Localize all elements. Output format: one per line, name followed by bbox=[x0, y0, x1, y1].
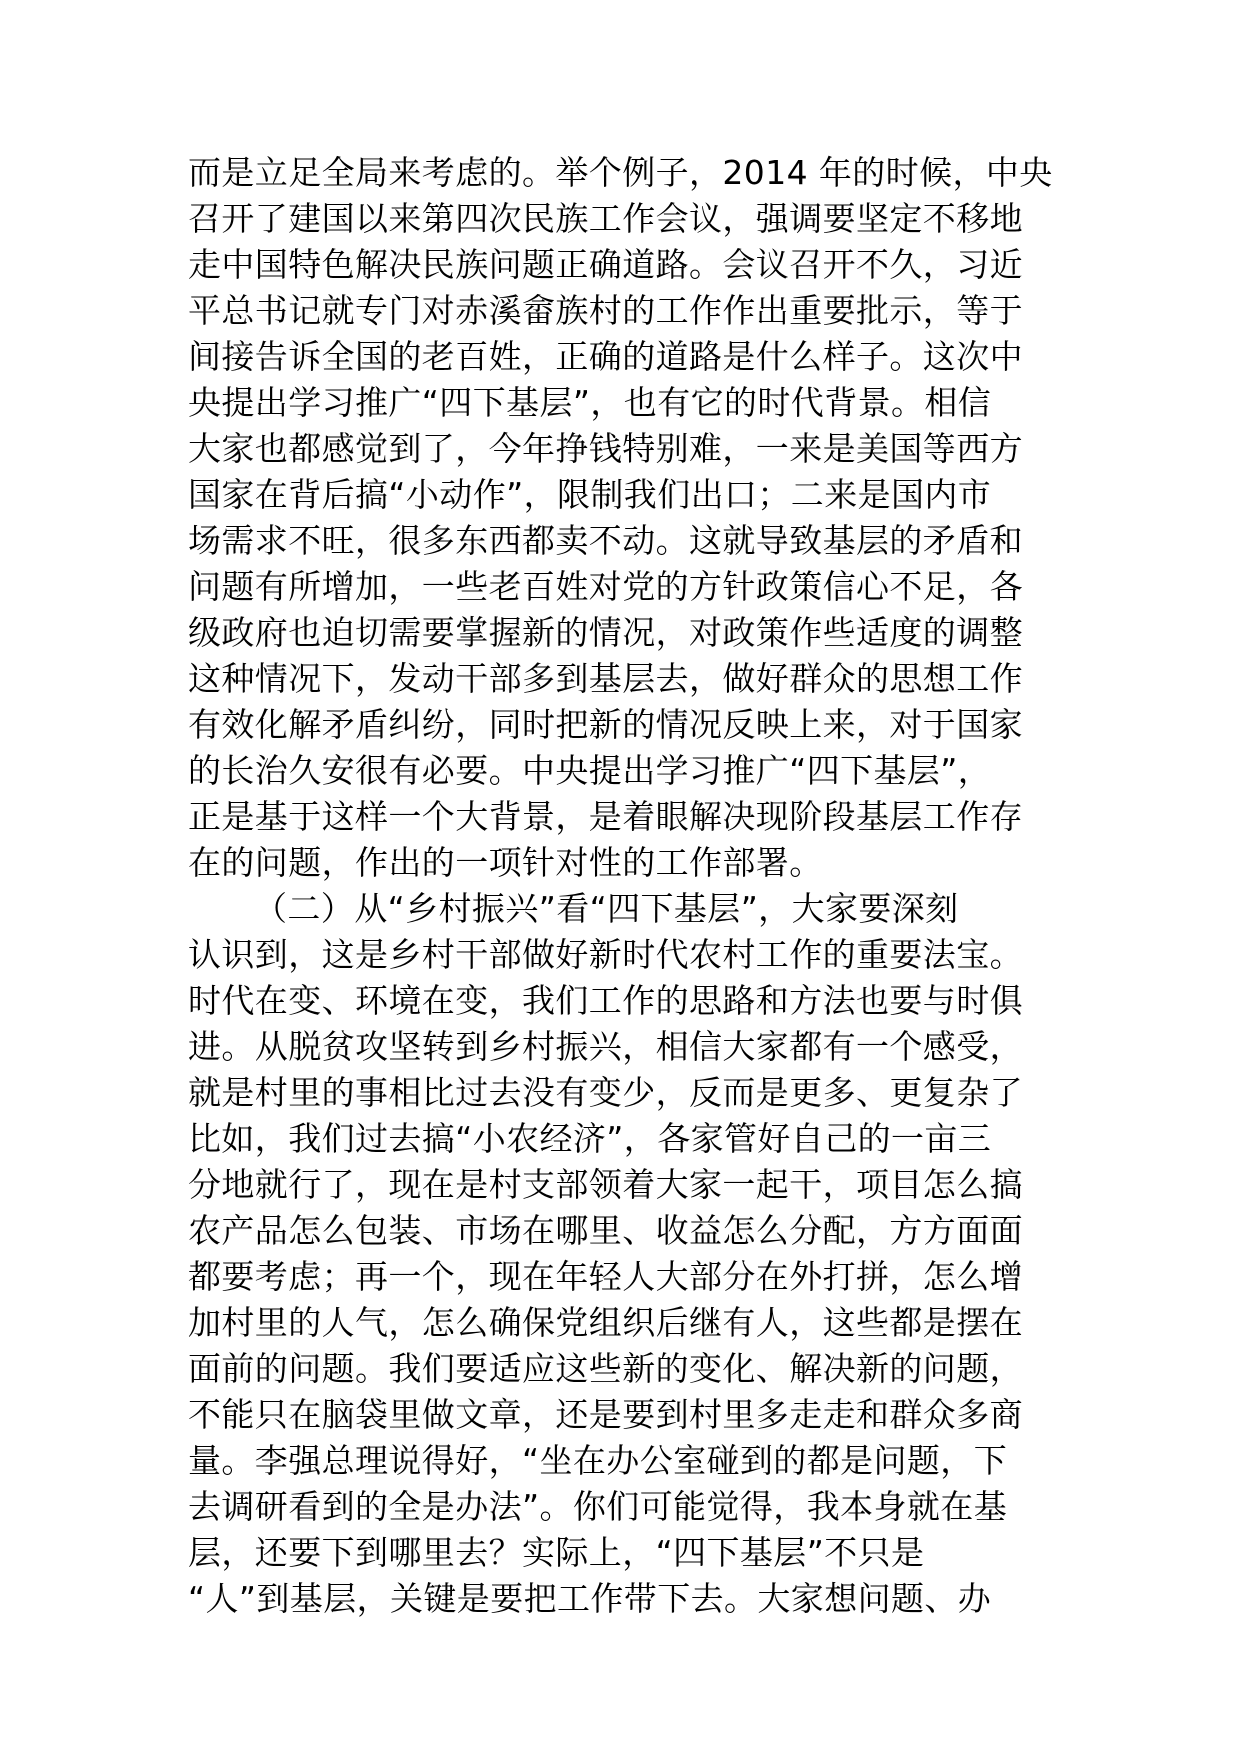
text-line: 国家在背后搞“小动作”，限制我们出口；二来是国内市 bbox=[188, 475, 992, 514]
text-line: 认识到，这是乡村干部做好新时代农村工作的重要法宝。 bbox=[188, 935, 1023, 974]
text-line: 央提出学习推广“四下基层”，也有它的时代背景。相信 bbox=[188, 383, 992, 422]
text-line: 比如，我们过去搞“小农经济”，各家管好自己的一亩三 bbox=[188, 1119, 992, 1158]
text-line: 大家也都感觉到了，今年挣钱特别难，一来是美国等西方 bbox=[188, 429, 1023, 468]
text-line: 进。从脱贫攻坚转到乡村振兴，相信大家都有一个感受， bbox=[188, 1027, 1023, 1066]
text-line: 的长治久安很有必要。中央提出学习推广“四下基层”， bbox=[188, 751, 992, 790]
text-line: 场需求不旺，很多东西都卖不动。这就导致基层的矛盾和 bbox=[188, 521, 1023, 560]
text-line: 问题有所增加，一些老百姓对党的方针政策信心不足，各 bbox=[188, 567, 1023, 606]
text-line: 这种情况下，发动干部多到基层去，做好群众的思想工作 bbox=[188, 659, 1023, 698]
text-line: 走中国特色解决民族问题正确道路。会议召开不久，习近 bbox=[188, 245, 1023, 284]
text-line: 就是村里的事相比过去没有变少，反而是更多、更复杂了 bbox=[188, 1073, 1023, 1112]
text-line: 有效化解矛盾纠纷，同时把新的情况反映上来，对于国家 bbox=[188, 705, 1023, 744]
text-line: 量。李强总理说得好，“坐在办公室碰到的都是问题，下 bbox=[188, 1441, 1008, 1480]
text-line: 级政府也迫切需要掌握新的情况，对政策作些适度的调整 bbox=[188, 613, 1023, 652]
text-line: 召开了建国以来第四次民族工作会议，强调要坚定不移地 bbox=[188, 199, 1023, 238]
text-line: 时代在变、环境在变，我们工作的思路和方法也要与时俱 bbox=[188, 981, 1023, 1020]
text-line: 层，还要下到哪里去？实际上，“四下基层”不只是 bbox=[188, 1533, 925, 1572]
text-line: 分地就行了，现在是村支部领着大家一起干，项目怎么搞 bbox=[188, 1165, 1023, 1204]
text-line: 在的问题，作出的一项针对性的工作部署。 bbox=[188, 843, 823, 882]
text-line: 农产品怎么包装、市场在哪里、收益怎么分配，方方面面 bbox=[188, 1211, 1023, 1250]
text-line: “人”到基层，关键是要把工作带下去。大家想问题、办 bbox=[188, 1579, 992, 1618]
body-text bbox=[188, 150, 1068, 1622]
text-line: 而是立足全局来考虑的。举个例子，2014 年的时候，中央 bbox=[188, 153, 1053, 192]
text-line: 正是基于这样一个大背景，是着眼解决现阶段基层工作存 bbox=[188, 797, 1023, 836]
section-heading-line: （二）从“乡村振兴”看“四下基层”，大家要深刻 bbox=[254, 889, 959, 928]
text-line: 不能只在脑袋里做文章，还是要到村里多走走和群众多商 bbox=[188, 1395, 1023, 1434]
text-line: 平总书记就专门对赤溪畲族村的工作作出重要批示，等于 bbox=[188, 291, 1023, 330]
text-line: 都要考虑；再一个，现在年轻人大部分在外打拼，怎么增 bbox=[188, 1257, 1023, 1296]
text-line: 间接告诉全国的老百姓，正确的道路是什么样子。这次中 bbox=[188, 337, 1023, 376]
text-line: 加村里的人气，怎么确保党组织后继有人，这些都是摆在 bbox=[188, 1303, 1023, 1342]
text-line: 面前的问题。我们要适应这些新的变化、解决新的问题， bbox=[188, 1349, 1023, 1388]
text-line: 去调研看到的全是办法”。你们可能觉得，我本身就在基 bbox=[188, 1487, 1008, 1526]
